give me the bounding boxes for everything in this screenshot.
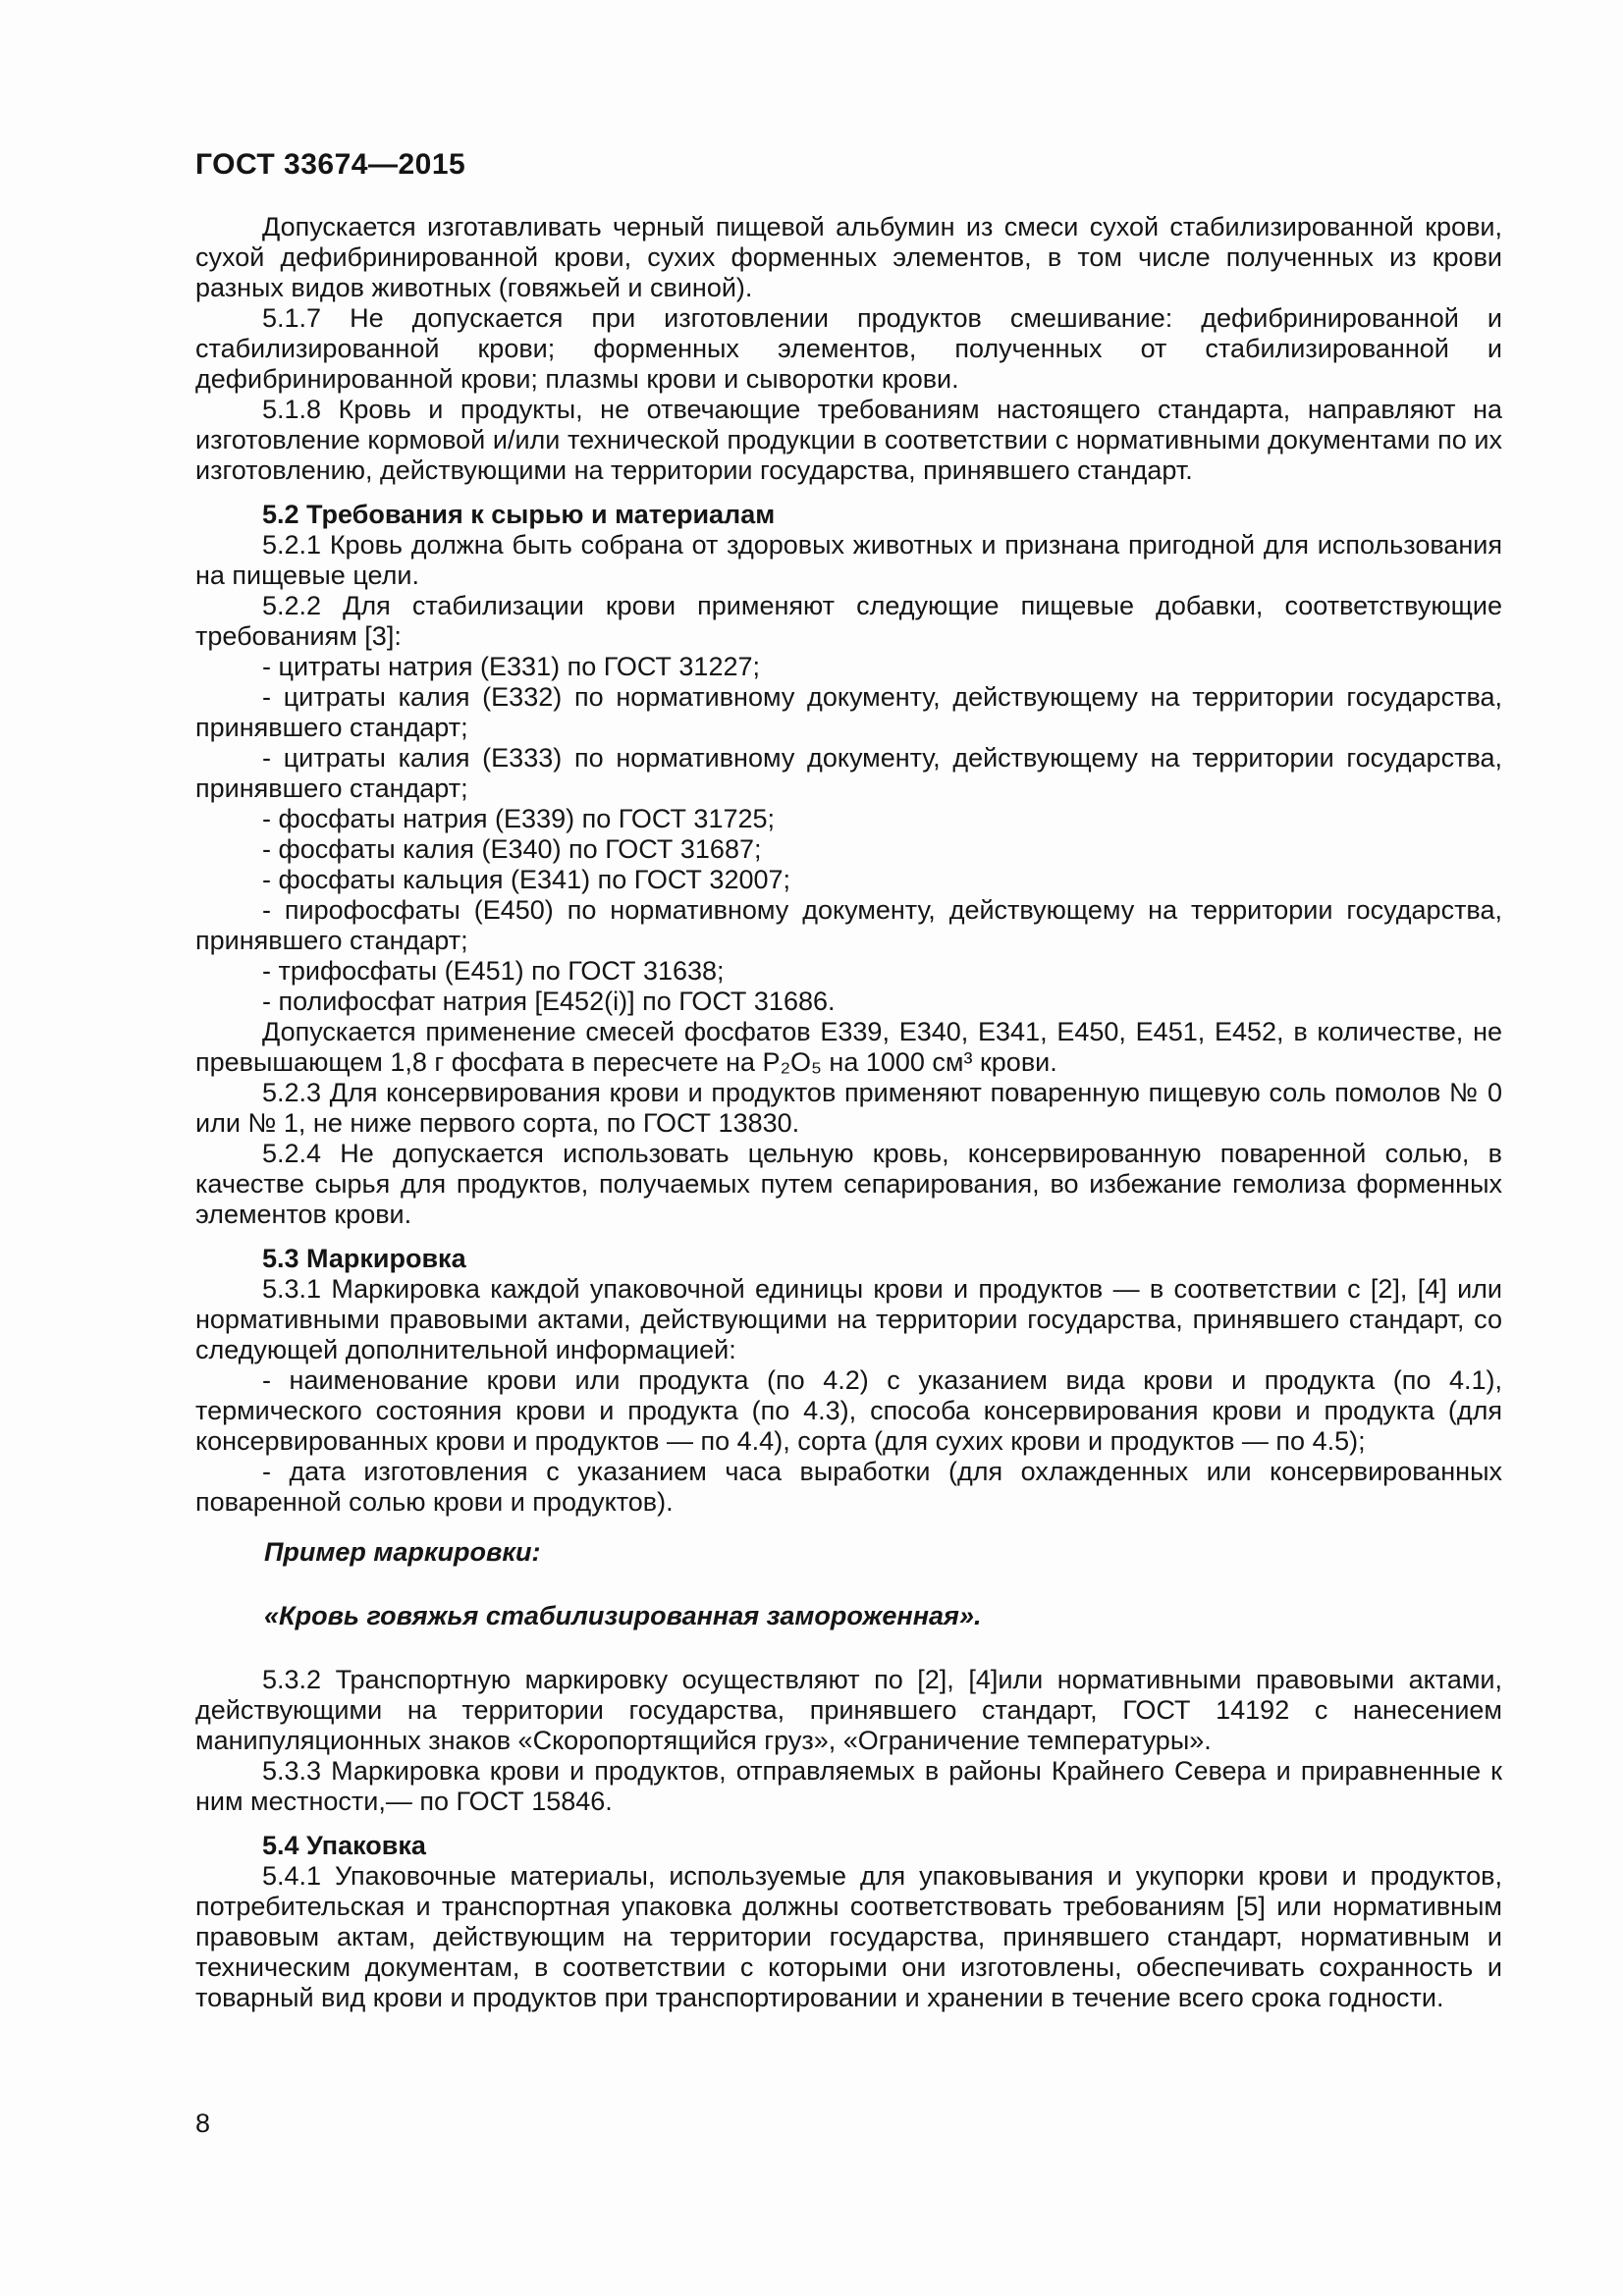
list-item-e451: - трифосфаты (Е451) по ГОСТ 31638; — [262, 956, 725, 986]
paragraph-phosphate-mixtures: Допускается применение смесей фосфатов Е339, Е340, Е341, Е450, Е451, Е452, в количестве, не превышающем 1,8 г фосфата в пересчете на Р₂О₅ на 1000 см³ крови. — [195, 1017, 1502, 1077]
section-heading-5-2: 5.2 Требования к сырью и материалам — [262, 500, 776, 529]
clause-5-3-1: 5.3.1 Маркировка каждой упаковочной единицы крови и продуктов — в соответствии с [2], [4] или нормативными правовыми актами, действующими на территории государства, принявшего стандарт, со следующей дополнительной информацией: — [195, 1274, 1502, 1364]
clause-5-2-4: 5.2.4 Не допускается использовать цельную кровь, консервированную поваренной солью, в качестве сырья для продуктов, получаемых путем сепарирования, во избежание гемолиза форменных элементов крови. — [195, 1139, 1502, 1229]
section-heading-5-3: 5.3 Маркировка — [262, 1244, 466, 1273]
clause-5-3-3: 5.3.3 Маркировка крови и продуктов, отправляемых в районы Крайнего Севера и приравненные к ним местности,— по ГОСТ 15846. — [195, 1756, 1502, 1816]
clause-5-4-1: 5.4.1 Упаковочные материалы, используемые для упаковывания и укупорки крови и продуктов, потребительская и транспортная упаковка должны соответствовать требованиям [5] или нормативным правовым актам, действующим на территории государства, принявшего стандарт, нормативным и техническим документам, в соответствии с которыми они изготовлены, обеспечивать сохранность и товарный вид крови и продуктов при транспортировании и хранении в течение всего срока годности. — [195, 1861, 1502, 2012]
list-item-e340: - фосфаты калия (Е340) по ГОСТ 31687; — [262, 834, 762, 864]
clause-5-1-8: 5.1.8 Кровь и продукты, не отвечающие требованиям настоящего стандарта, направляют на изготовление кормовой и/или технической продукции в соответствии с нормативными документами по их изготовлению, действующими на территории государства, принявшего стандарт. — [195, 395, 1502, 485]
standard-number-header: ГОСТ 33674—2015 — [195, 148, 466, 181]
list-item-e339: - фосфаты натрия (Е339) по ГОСТ 31725; — [262, 804, 776, 833]
clause-5-3-2: 5.3.2 Транспортную маркировку осуществляют по [2], [4]или нормативными правовыми актами, действующими на территории государства, принявшего стандарт, ГОСТ 14192 с нанесением манипуляционных знаков «Скоропортящийся груз», «Ограничение температуры». — [195, 1665, 1502, 1755]
clause-5-1-7: 5.1.7 Не допускается при изготовлении продуктов смешивание: дефибринированной и стабилизированной крови; форменных элементов, полученных от стабилизированной и дефибринированной крови; плазмы крови и сыворотки крови. — [195, 303, 1502, 394]
marking-example-label: Пример маркировки: — [264, 1537, 541, 1567]
list-item-e333: - цитраты калия (Е333) по нормативному документу, действующему на территории государства, принявшего стандарт; — [195, 743, 1502, 803]
list-item-product-name: - наименование крови или продукта (по 4.2) с указанием вида крови и продукта (по 4.1), термического состояния крови и продукта (по 4.3), способа консервирования крови и продукта (для консервированных крови и продуктов — по 4.4), сорта (для сухих крови и продуктов — по 4.5); — [195, 1365, 1502, 1456]
list-item-manufacture-date: - дата изготовления с указанием часа выработки (для охлажденных или консервированных поваренной солью крови и продуктов). — [195, 1457, 1502, 1517]
clause-5-2-3: 5.2.3 Для консервирования крови и продуктов применяют поваренную пищевую соль помолов № 0 или № 1, не ниже первого сорта, по ГОСТ 13830. — [195, 1078, 1502, 1138]
list-item-e450: - пирофосфаты (Е450) по нормативному документу, действующему на территории государства, принявшего стандарт; — [195, 895, 1502, 955]
clause-5-2-1: 5.2.1 Кровь должна быть собрана от здоровых животных и признана пригодной для использования на пищевые цели. — [195, 530, 1502, 590]
paragraph-albumin-intro: Допускается изготавливать черный пищевой альбумин из смеси сухой стабилизированной крови, сухой дефибринированной крови, сухих форменных элементов, в том числе полученных из крови разных видов животных (говяжьей и свиной). — [195, 212, 1502, 302]
document-content — [195, 147, 1502, 2013]
list-item-e332: - цитраты калия (Е332) по нормативному документу, действующему на территории государства, принявшего стандарт; — [195, 682, 1502, 742]
list-item-e331: - цитраты натрия (Е331) по ГОСТ 31227; — [262, 652, 761, 681]
clause-5-2-2: 5.2.2 Для стабилизации крови применяют следующие пищевые добавки, соответствующие требованиям [3]: — [195, 591, 1502, 651]
list-item-e341: - фосфаты кальция (Е341) по ГОСТ 32007; — [262, 865, 791, 894]
page-number: 8 — [195, 2109, 211, 2138]
list-item-e452: - полифосфат натрия [Е452(i)] по ГОСТ 31686. — [262, 987, 836, 1016]
section-heading-5-4: 5.4 Упаковка — [262, 1831, 426, 1860]
marking-example-quote: «Кровь говяжья стабилизированная замороженная». — [264, 1601, 982, 1630]
